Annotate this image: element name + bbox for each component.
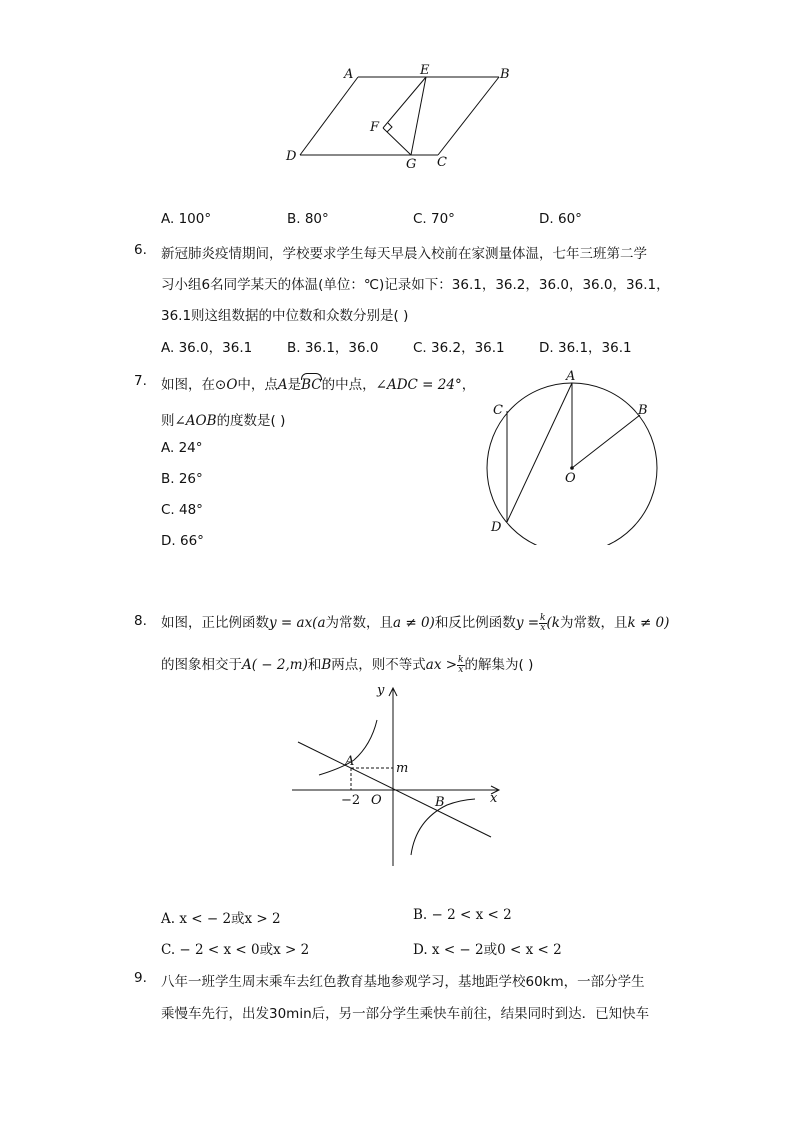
q8-point-b: B	[321, 657, 332, 673]
q9-line2: 乘慢车先行，出发30min后，另一部分学生乘快车前往，结果同时到达．已知快车	[161, 1006, 650, 1022]
circle-label-C: C	[493, 403, 503, 418]
circle-label-O: O	[565, 471, 576, 486]
q8-l1-a: 如图，正比例函数	[161, 615, 269, 631]
q8-l1-b: 为常数，且	[325, 615, 393, 631]
frac-den-2: x	[458, 664, 464, 675]
q8-option-d: D. x < − 2或0 < x < 2	[413, 942, 562, 958]
q8-l1-c: 和反比例函数	[434, 615, 516, 631]
q7-arc-bc: BC	[301, 377, 322, 393]
graph-label-y: y	[377, 683, 385, 698]
q8-cond-a: a ≠ 0)	[393, 615, 435, 631]
graph-label-x: x	[490, 791, 498, 806]
q8-fraction-k-over-x	[539, 614, 546, 633]
q8-l2-d: 的解集为( )	[464, 657, 534, 673]
circle-label-D: D	[491, 520, 502, 535]
q7-angle-aob: ∠AOB	[174, 413, 217, 429]
q7-line2-b: 的度数是( )	[216, 413, 286, 429]
q6-line1: 新冠肺炎疫情期间，学校要求学生每天早晨入校前在家测量体温，七年三班第二学	[161, 246, 647, 262]
q6-option-a: A. 36.0，36.1	[161, 340, 253, 356]
circle-label-B: B	[638, 403, 648, 418]
q7-option-c: C. 48°	[161, 502, 203, 518]
frac-num-2: k	[458, 654, 464, 665]
label-C: C	[437, 155, 447, 170]
function-graph-figure	[285, 680, 510, 870]
q5-option-b: B. 80°	[287, 211, 329, 227]
graph-label-O: O	[371, 793, 382, 808]
q8-number: 8.	[134, 613, 147, 629]
label-F: F	[370, 120, 380, 135]
q7-number: 7.	[134, 373, 147, 389]
q7-line2-a: 则	[161, 413, 175, 429]
q6-number: 6.	[134, 242, 147, 258]
q8-eq-linear: y = ax(a	[269, 615, 326, 631]
label-G: G	[406, 157, 417, 172]
q8-eq-y: y =	[515, 615, 540, 631]
q8-fraction-k-over-x-2	[457, 656, 464, 675]
graph-label-A: A	[345, 754, 355, 769]
q5-option-d: D. 60°	[539, 211, 582, 227]
q7-text-e: ，	[461, 377, 476, 393]
parallelogram-figure	[280, 60, 520, 175]
q5-option-c: C. 70°	[413, 211, 455, 227]
label-A: A	[344, 67, 354, 82]
graph-label-neg2: −2	[341, 793, 361, 808]
q7-option-b: B. 26°	[161, 471, 203, 487]
q7-option-d: D. 66°	[161, 533, 204, 549]
q6-line2: 习小组6名同学某天的体温(单位：℃)记录如下：36.1，36.2，36.0，36.0，36.1，	[161, 277, 670, 293]
q7-text-d: 的中点，	[321, 377, 376, 393]
q5-option-a: A. 100°	[161, 211, 212, 227]
q6-option-c: C. 36.2，36.1	[413, 340, 505, 356]
q8-option-c: C. − 2 < x < 0或x > 2	[161, 942, 310, 958]
q9-line1: 八年一班学生周末乘车去红色教育基地参观学习，基地距学校60km，一部分学生	[161, 974, 645, 990]
q8-cond-k: k ≠ 0)	[627, 615, 670, 631]
q8-l2-a: 的图象相交于	[161, 657, 242, 673]
q7-text-b: 中，点	[237, 377, 278, 393]
graph-label-m: m	[396, 761, 409, 776]
q8-line2	[161, 653, 533, 675]
q7-circle-o: O	[226, 377, 238, 393]
q8-inequality: ax >	[425, 657, 458, 673]
q8-option-a: A. x < − 2或x > 2	[161, 911, 281, 927]
label-E: E	[420, 63, 430, 78]
label-B: B	[500, 67, 510, 82]
q7-option-a: A. 24°	[161, 440, 203, 456]
circle-symbol: ⊙	[215, 377, 227, 393]
q6-line3: 36.1则这组数据的中位数和众数分别是( )	[161, 308, 409, 324]
q7-angle-adc: ∠ADC = 24°	[375, 377, 462, 393]
circle-figure	[480, 365, 670, 545]
q8-l2-c: 两点，则不等式	[331, 657, 426, 673]
q7-line2	[161, 409, 285, 429]
q7-text-a: 如图，在	[161, 377, 215, 393]
q8-k: (k	[546, 615, 560, 631]
q8-option-b: B. − 2 < x < 2	[413, 907, 512, 923]
q8-l1-d: 为常数，且	[559, 615, 628, 631]
frac-num: k	[540, 612, 546, 623]
q6-option-b: B. 36.1，36.0	[287, 340, 379, 356]
frac-den: x	[540, 622, 546, 633]
q6-option-d: D. 36.1，36.1	[539, 340, 632, 356]
q7-line1	[161, 373, 475, 393]
q8-l2-b: 和	[307, 657, 322, 673]
q7-point-a: A	[277, 377, 288, 393]
q7-text-c: 是	[287, 377, 302, 393]
circle-label-A: A	[566, 369, 576, 384]
q8-line1	[161, 611, 669, 633]
label-D: D	[286, 149, 297, 164]
q8-point-a: A( − 2,m)	[242, 657, 308, 673]
q9-number: 9.	[134, 970, 147, 986]
graph-label-B: B	[435, 795, 445, 810]
